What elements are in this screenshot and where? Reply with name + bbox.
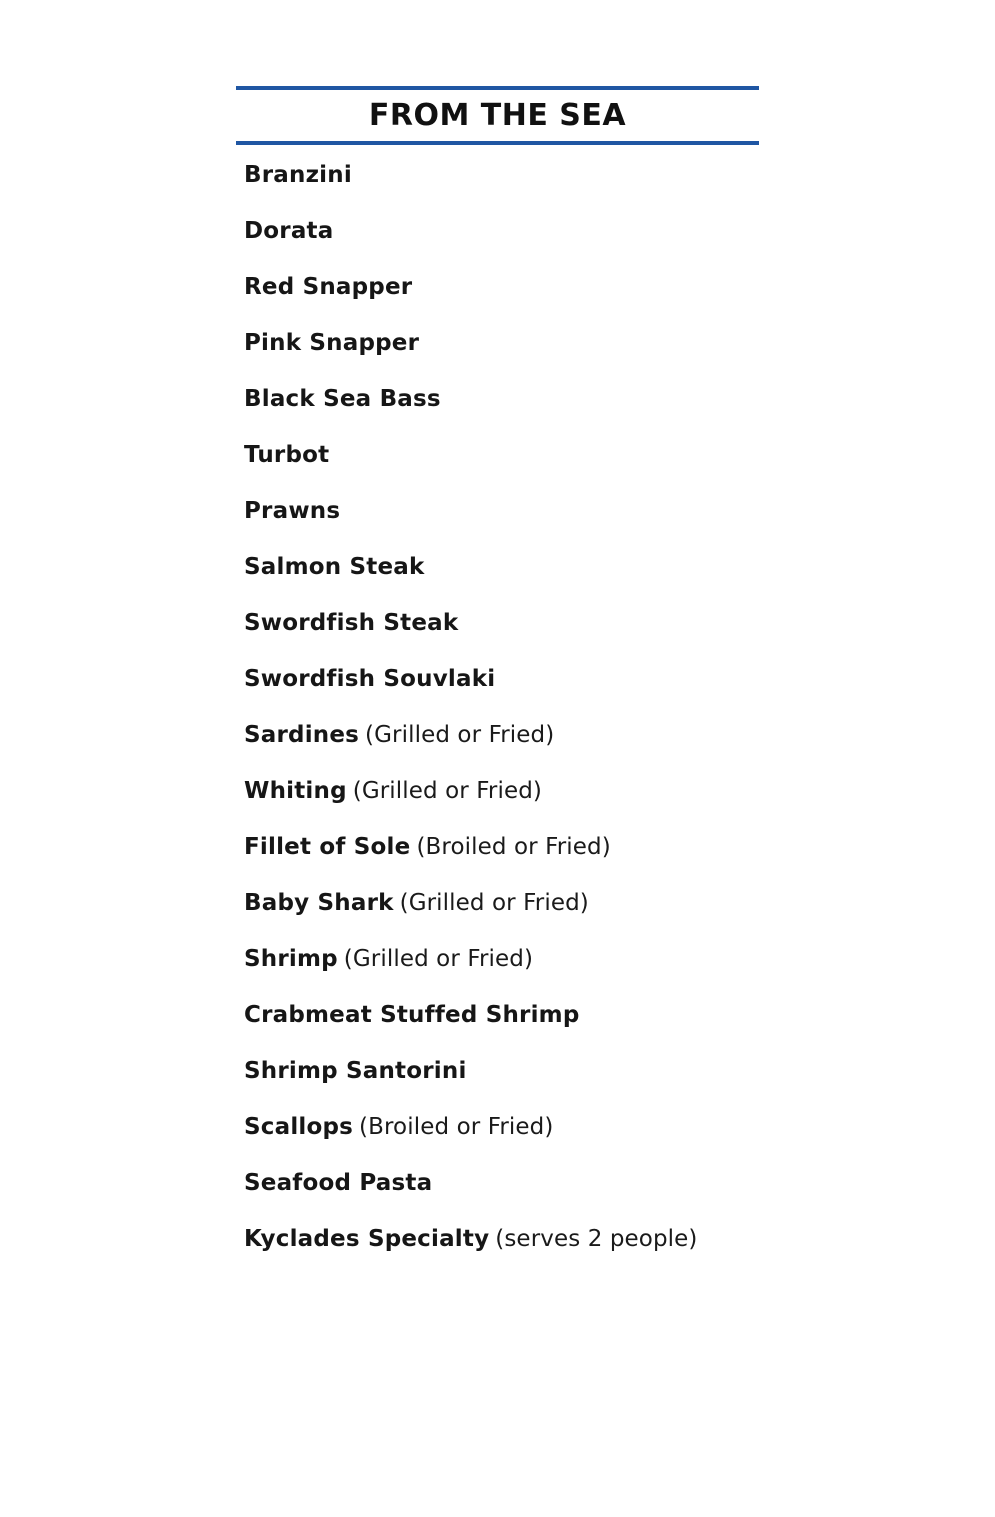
menu-item xyxy=(244,715,759,771)
menu-item xyxy=(244,883,759,939)
item-name: Scallops xyxy=(244,1114,354,1140)
item-note: (Broiled or Fried) xyxy=(359,1114,554,1140)
menu-item xyxy=(244,1163,759,1219)
item-name: Swordfish Steak xyxy=(244,610,459,636)
item-name: Sardines xyxy=(244,722,360,748)
menu-item xyxy=(244,995,759,1051)
item-note: (Grilled or Fried) xyxy=(352,778,542,804)
menu-item xyxy=(244,211,759,267)
item-note: (Grilled or Fried) xyxy=(365,722,555,748)
item-name: Whiting xyxy=(244,778,347,804)
item-name: Fillet of Sole xyxy=(244,834,411,860)
menu-item xyxy=(244,771,759,827)
item-note: (Broiled or Fried) xyxy=(416,834,611,860)
menu-item xyxy=(244,379,759,435)
menu-item xyxy=(244,1219,759,1275)
menu-item xyxy=(244,659,759,715)
menu-item xyxy=(244,491,759,547)
item-note: (Grilled or Fried) xyxy=(343,946,534,972)
item-name: Turbot xyxy=(244,442,330,468)
item-note: (serves 2 people) xyxy=(495,1226,698,1252)
item-name: Shrimp xyxy=(244,946,338,972)
item-name: Dorata xyxy=(244,218,334,244)
item-name: Red Snapper xyxy=(244,274,413,300)
item-name: Seafood Pasta xyxy=(244,1170,433,1196)
menu-item xyxy=(244,1107,759,1163)
item-name: Prawns xyxy=(244,498,341,524)
item-name: Pink Snapper xyxy=(244,330,420,356)
menu-item xyxy=(244,267,759,323)
section-title: FROM THE SEA xyxy=(368,98,627,133)
menu-item xyxy=(244,547,759,603)
menu-item xyxy=(244,323,759,379)
item-name: Shrimp Santorini xyxy=(244,1058,467,1084)
menu-item xyxy=(244,939,759,995)
item-name: Kyclades Specialty xyxy=(244,1226,490,1252)
menu-item xyxy=(244,1051,759,1107)
menu-item xyxy=(244,435,759,491)
item-name: Baby Shark xyxy=(244,890,394,916)
item-name: Branzini xyxy=(244,162,352,188)
item-note: (Grilled or Fried) xyxy=(399,890,589,916)
menu-item xyxy=(244,155,759,211)
menu-item-list xyxy=(244,155,759,1275)
menu-item xyxy=(244,827,759,883)
item-name: Salmon Steak xyxy=(244,554,425,580)
menu-section xyxy=(236,86,759,1252)
item-name: Black Sea Bass xyxy=(244,386,441,412)
item-name: Crabmeat Stuffed Shrimp xyxy=(244,1002,580,1028)
item-name: Swordfish Souvlaki xyxy=(244,666,496,692)
menu-item xyxy=(244,603,759,659)
bottom-rule xyxy=(236,141,759,145)
